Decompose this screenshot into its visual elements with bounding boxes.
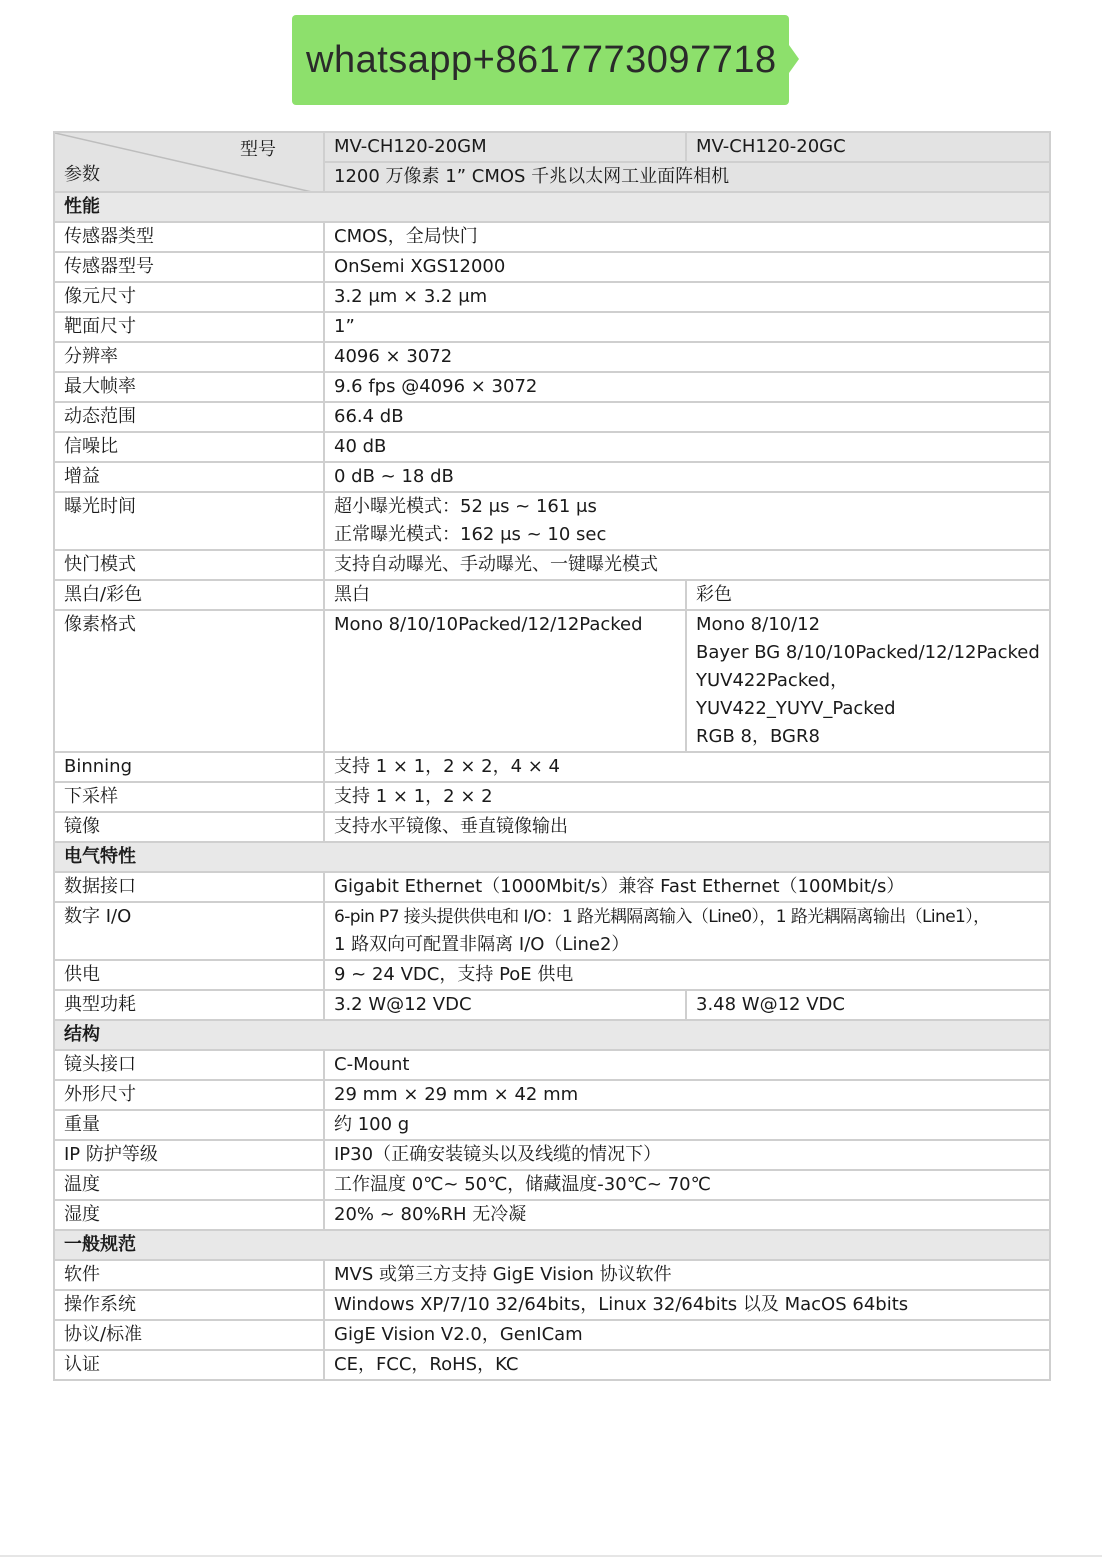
table-row: [54, 372, 1050, 402]
table-row: [54, 1320, 1050, 1350]
table-row: [54, 752, 1050, 782]
row-value: 40 dB: [324, 432, 1050, 462]
row-value-b: [686, 610, 1050, 752]
row-value: 工作温度 0℃~ 50℃，储藏温度-30℃~ 70℃: [324, 1170, 1050, 1200]
row-value: 4096 × 3072: [324, 342, 1050, 372]
table-row: [54, 282, 1050, 312]
pixel-format-line: YUV422Packed，: [696, 670, 849, 691]
table-row: [54, 1110, 1050, 1140]
row-value: 支持 1 × 1，2 × 2: [324, 782, 1050, 812]
model-description: 1200 万像素 1” CMOS 千兆以太网工业面阵相机: [324, 162, 1050, 192]
digital-io-line-2: 1 路双向可配置非隔离 I/O（Line2）: [334, 934, 630, 955]
row-label: 软件: [54, 1260, 324, 1290]
row-label: 典型功耗: [54, 990, 324, 1020]
table-row: [54, 1050, 1050, 1080]
table-row: [54, 812, 1050, 842]
section-structure: 结构: [54, 1020, 1050, 1050]
page-edge-line: [0, 1555, 1102, 1557]
row-value: 1”: [324, 312, 1050, 342]
row-label: 外形尺寸: [54, 1080, 324, 1110]
row-value: 29 mm × 29 mm × 42 mm: [324, 1080, 1050, 1110]
row-value-b: 3.48 W@12 VDC: [686, 990, 1050, 1020]
row-label: 像素格式: [54, 610, 324, 752]
row-value: [324, 492, 1050, 550]
row-value: MVS 或第三方支持 GigE Vision 协议软件: [324, 1260, 1050, 1290]
table-row: [54, 610, 1050, 752]
row-value-a: 3.2 W@12 VDC: [324, 990, 686, 1020]
table-row: [54, 1350, 1050, 1380]
row-label: 认证: [54, 1350, 324, 1380]
row-label: 镜像: [54, 812, 324, 842]
table-row: [54, 990, 1050, 1020]
contact-banner: [292, 0, 810, 130]
header-row: [54, 132, 1050, 162]
row-label: 数字 I/O: [54, 902, 324, 960]
row-value: GigE Vision V2.0，GenICam: [324, 1320, 1050, 1350]
digital-io-line-1: 6-pin P7 接头提供供电和 I/O：1 路光耦隔离输入（Line0），1 路光耦隔离输出（Line1），: [334, 907, 990, 927]
pixel-format-line: Bayer BG 8/10/10Packed/12/12Packed: [696, 642, 1040, 663]
row-label: 动态范围: [54, 402, 324, 432]
row-value: 9 ~ 24 VDC，支持 PoE 供电: [324, 960, 1050, 990]
table-row: [54, 1080, 1050, 1110]
row-value: IP30（正确安装镜头以及线缆的情况下）: [324, 1140, 1050, 1170]
table-row: [54, 902, 1050, 960]
table-row: [54, 312, 1050, 342]
table-row: [54, 872, 1050, 902]
row-value: CE，FCC，RoHS，KC: [324, 1350, 1050, 1380]
pixel-format-line: RGB 8，BGR8: [696, 726, 820, 747]
table-row: [54, 222, 1050, 252]
table-row: [54, 432, 1050, 462]
table-row: [54, 782, 1050, 812]
row-label: 信噪比: [54, 432, 324, 462]
row-value: OnSemi XGS12000: [324, 252, 1050, 282]
section-row: [54, 842, 1050, 872]
row-label: IP 防护等级: [54, 1140, 324, 1170]
row-label: 快门模式: [54, 550, 324, 580]
row-label: 最大帧率: [54, 372, 324, 402]
row-label: 分辨率: [54, 342, 324, 372]
section-row: [54, 192, 1050, 222]
row-value: 0 dB ~ 18 dB: [324, 462, 1050, 492]
section-row: [54, 1230, 1050, 1260]
row-value: 支持水平镜像、垂直镜像输出: [324, 812, 1050, 842]
row-value: 支持自动曝光、手动曝光、一键曝光模式: [324, 550, 1050, 580]
section-performance: 性能: [54, 192, 1050, 222]
table-row: [54, 550, 1050, 580]
table-row: [54, 342, 1050, 372]
corner-cell: [54, 132, 324, 192]
row-label: Binning: [54, 752, 324, 782]
table-row: [54, 462, 1050, 492]
row-label: 靶面尺寸: [54, 312, 324, 342]
model-b: MV-CH120-20GC: [686, 132, 1050, 162]
row-label: 像元尺寸: [54, 282, 324, 312]
row-value: 66.4 dB: [324, 402, 1050, 432]
chat-bubble-tail: [789, 45, 799, 73]
row-label: 供电: [54, 960, 324, 990]
row-label: 重量: [54, 1110, 324, 1140]
pixel-format-line: YUV422_YUYV_Packed: [696, 698, 896, 719]
spec-table: [53, 131, 1051, 1381]
exposure-line-1: 超小曝光模式：52 μs ~ 161 μs: [334, 496, 597, 517]
table-row: [54, 1170, 1050, 1200]
table-row: [54, 1140, 1050, 1170]
section-electrical: 电气特性: [54, 842, 1050, 872]
row-label: 曝光时间: [54, 492, 324, 550]
row-label: 数据接口: [54, 872, 324, 902]
pixel-format-line: Mono 8/10/12: [696, 614, 821, 635]
row-label: 增益: [54, 462, 324, 492]
row-label: 传感器类型: [54, 222, 324, 252]
table-row: [54, 580, 1050, 610]
contact-text: whatsapp+8617773097718: [306, 39, 777, 81]
row-value: CMOS，全局快门: [324, 222, 1050, 252]
corner-bottom-label: 参数: [64, 164, 100, 185]
row-value-a: Mono 8/10/10Packed/12/12Packed: [324, 610, 686, 752]
row-value: 支持 1 × 1，2 × 2，4 × 4: [324, 752, 1050, 782]
row-value-b: 彩色: [686, 580, 1050, 610]
table-row: [54, 252, 1050, 282]
section-general: 一般规范: [54, 1230, 1050, 1260]
row-value: [324, 902, 1050, 960]
row-label: 湿度: [54, 1200, 324, 1230]
row-label: 下采样: [54, 782, 324, 812]
row-value: 约 100 g: [324, 1110, 1050, 1140]
exposure-line-2: 正常曝光模式：162 μs ~ 10 sec: [334, 524, 607, 545]
row-label: 镜头接口: [54, 1050, 324, 1080]
table-row: [54, 402, 1050, 432]
table-row: [54, 1290, 1050, 1320]
row-value: 3.2 μm × 3.2 μm: [324, 282, 1050, 312]
row-value: C-Mount: [324, 1050, 1050, 1080]
row-value: 9.6 fps @4096 × 3072: [324, 372, 1050, 402]
row-label: 黑白/彩色: [54, 580, 324, 610]
table-row: [54, 1200, 1050, 1230]
row-value: Windows XP/7/10 32/64bits，Linux 32/64bits 以及 MacOS 64bits: [324, 1290, 1050, 1320]
row-value-a: 黑白: [324, 580, 686, 610]
row-label: 协议/标准: [54, 1320, 324, 1350]
row-value: Gigabit Ethernet（1000Mbit/s）兼容 Fast Ethernet（100Mbit/s）: [324, 872, 1050, 902]
model-a: MV-CH120-20GM: [324, 132, 686, 162]
row-label: 操作系统: [54, 1290, 324, 1320]
row-value: 20% ~ 80%RH 无冷凝: [324, 1200, 1050, 1230]
corner-top-label: 型号: [240, 139, 276, 160]
row-label: 温度: [54, 1170, 324, 1200]
table-row: [54, 1260, 1050, 1290]
table-row: [54, 492, 1050, 550]
section-row: [54, 1020, 1050, 1050]
table-row: [54, 960, 1050, 990]
row-label: 传感器型号: [54, 252, 324, 282]
